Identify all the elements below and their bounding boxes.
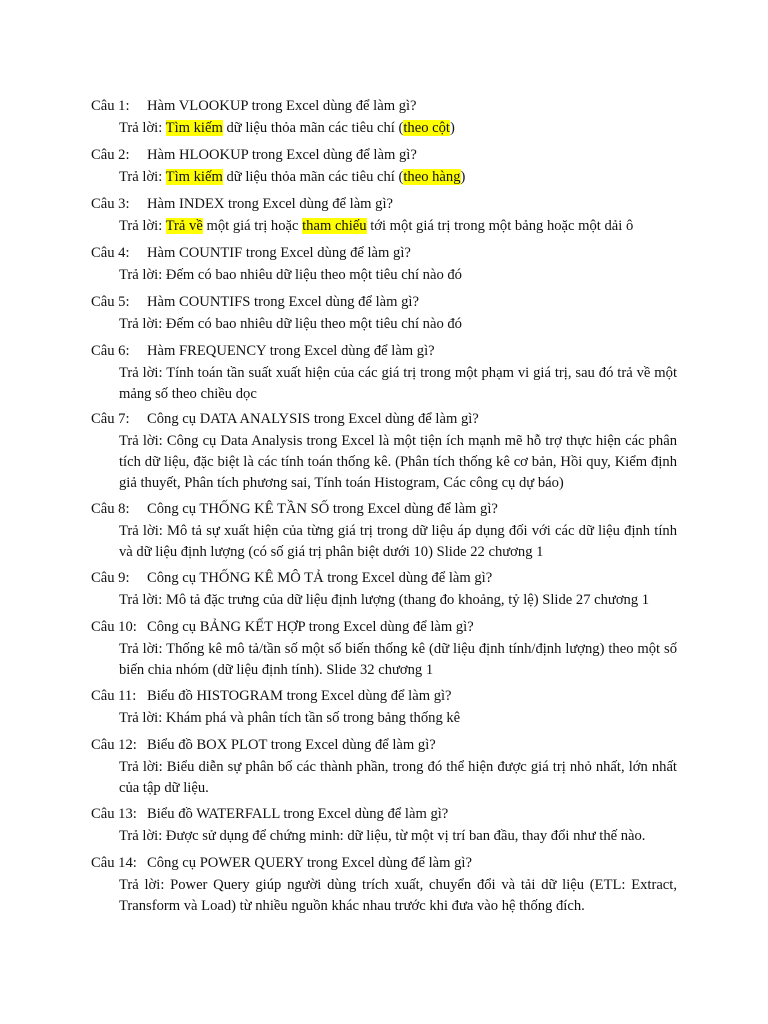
answer-text (119, 431, 677, 494)
answer-segment: Trả lời: Mô tả đặc trưng của dữ liệu định lượng (thang đo khoảng, tỷ lệ) Slide 27 chương 1 (119, 592, 650, 608)
answer-segment: ) (460, 169, 466, 185)
question-text: Biểu đồ BOX PLOT trong Excel dùng để làm gì? (147, 737, 436, 753)
answer-segment: Trả lời: Power Query giúp người dùng trích xuất, chuyển đổi và tải dữ liệu (ETL: Extract, Transform và Load) từ nhiều nguồn khác nhau trước khi đưa vào hệ thống đích. (119, 877, 677, 914)
question-text: Hàm INDEX trong Excel dùng để làm gì? (147, 196, 393, 212)
qa-item (0, 339, 768, 405)
qa-item (0, 497, 768, 563)
question-number: Câu 9: (91, 570, 130, 586)
answer-segment: Trả lời: Thống kê mô tả/tần số một số biến thống kê (dữ liệu định tính/định lượng) theo một số biến chia nhóm (dữ liệu định tính). Slide 32 chương 1 (119, 641, 677, 678)
qa-item (0, 615, 768, 681)
question-number: Câu 8: (91, 501, 130, 517)
question-line (0, 94, 768, 118)
question-text: Hàm HLOOKUP trong Excel dùng để làm gì? (147, 147, 417, 163)
answer-segment: Trả lời: (119, 169, 166, 185)
answer-segment: Trả lời: Khám phá và phân tích tần số trong bảng thống kê (119, 710, 461, 726)
question-line (0, 802, 768, 826)
answer-segment: dữ liệu thỏa mãn các tiêu chí ( (222, 120, 404, 136)
question-number: Câu 2: (91, 147, 130, 163)
qa-item (0, 241, 768, 286)
qa-item (0, 733, 768, 799)
question-text: Biểu đồ HISTOGRAM trong Excel dùng để làm gì? (147, 688, 452, 704)
answer-text (119, 590, 677, 611)
question-number: Câu 13: (91, 806, 137, 822)
question-number: Câu 10: (91, 619, 137, 635)
question-number: Câu 1: (91, 98, 130, 114)
question-line (0, 192, 768, 216)
qa-item (0, 94, 768, 139)
answer-segment: Trả lời: Mô tả sự xuất hiện của từng giá trị trong dữ liệu áp dụng đối với các dữ liệu định tính và dữ liệu định lượng (có số giá trị phân biệt dưới 10) Slide 22 chương 1 (119, 523, 677, 560)
question-number: Câu 12: (91, 737, 137, 753)
question-text: Hàm VLOOKUP trong Excel dùng để làm gì? (147, 98, 417, 114)
answer-segment: Trả lời: Tính toán tần suất xuất hiện của các giá trị trong một phạm vi giá trị, sau đó trả về một mảng số theo chiều dọc (119, 365, 677, 402)
question-number: Câu 3: (91, 196, 130, 212)
question-text: Hàm FREQUENCY trong Excel dùng để làm gì? (147, 343, 435, 359)
answer-text (119, 521, 677, 563)
answer-text (119, 757, 677, 799)
answer-text (119, 875, 677, 917)
highlighted-term: Tìm kiếm (165, 120, 223, 136)
question-line (0, 241, 768, 265)
answer-segment: ) (449, 120, 455, 136)
highlighted-term: tham chiếu (302, 218, 367, 234)
answer-segment: Trả lời: Biểu diễn sự phân bố các thành phần, trong đó thể hiện được giá trị nhỏ nhất, lớn nhất của tập dữ liệu. (119, 759, 677, 796)
answer-text (119, 639, 677, 681)
question-line (0, 566, 768, 590)
qa-item (0, 684, 768, 729)
question-line (0, 497, 768, 521)
question-text: Công cụ BẢNG KẾT HỢP trong Excel dùng để làm gì? (147, 619, 474, 635)
question-text: Biểu đồ WATERFALL trong Excel dùng để làm gì? (147, 806, 449, 822)
qa-item (0, 290, 768, 335)
highlighted-term: theo hàng (403, 169, 461, 185)
question-number: Câu 6: (91, 343, 130, 359)
question-line (0, 290, 768, 314)
qa-item (0, 566, 768, 611)
highlighted-term: Tìm kiếm (165, 169, 223, 185)
question-number: Câu 11: (91, 688, 137, 704)
answer-text (119, 265, 677, 286)
question-number: Câu 14: (91, 855, 137, 871)
answer-segment: Trả lời: Công cụ Data Analysis trong Excel là một tiện ích mạnh mẽ hỗ trợ thực hiện các phân tích dữ liệu, đặc biệt là các tính toán thống kê. (Phân tích thống kê cơ bản, Hồi quy, Kiểm định giả thuyết, Phân tích phương sai, Tính toán Histogram, Các công cụ dự báo) (119, 433, 677, 491)
answer-segment: Trả lời: Đếm có bao nhiêu dữ liệu theo một tiêu chí nào đó (119, 267, 462, 283)
answer-text (119, 826, 677, 847)
question-line (0, 733, 768, 757)
answer-segment: tới một giá trị trong một bảng hoặc một dải ô (366, 218, 634, 234)
answer-segment: một giá trị hoặc (202, 218, 303, 234)
answer-text (119, 314, 677, 335)
question-text: Công cụ THỐNG KÊ MÔ TẢ trong Excel dùng để làm gì? (147, 570, 493, 586)
question-line (0, 615, 768, 639)
answer-text (119, 118, 677, 139)
highlighted-term: theo cột (403, 120, 450, 136)
highlighted-term: Trả về (165, 218, 203, 234)
answer-segment: Trả lời: Được sử dụng để chứng minh: dữ liệu, từ một vị trí ban đầu, thay đổi như thế nào. (119, 828, 646, 844)
answer-text (119, 363, 677, 405)
qa-item (0, 851, 768, 917)
question-line (0, 143, 768, 167)
question-line (0, 851, 768, 875)
question-text: Hàm COUNTIFS trong Excel dùng để làm gì? (147, 294, 419, 310)
question-text: Công cụ DATA ANALYSIS trong Excel dùng để làm gì? (147, 411, 479, 427)
qa-item (0, 143, 768, 188)
answer-text (119, 216, 677, 237)
answer-segment: Trả lời: (119, 120, 166, 136)
qa-item (0, 802, 768, 847)
question-line (0, 684, 768, 708)
question-text: Công cụ THỐNG KÊ TẦN SỐ trong Excel dùng để làm gì? (147, 501, 498, 517)
answer-text (119, 708, 677, 729)
qa-item (0, 192, 768, 237)
answer-segment: Trả lời: (119, 218, 166, 234)
answer-text (119, 167, 677, 188)
question-line (0, 407, 768, 431)
answer-segment: Trả lời: Đếm có bao nhiêu dữ liệu theo một tiêu chí nào đó (119, 316, 462, 332)
question-text: Công cụ POWER QUERY trong Excel dùng để làm gì? (147, 855, 472, 871)
question-number: Câu 5: (91, 294, 130, 310)
question-line (0, 339, 768, 363)
question-number: Câu 4: (91, 245, 130, 261)
question-text: Hàm COUNTIF trong Excel dùng để làm gì? (147, 245, 411, 261)
qa-item (0, 407, 768, 494)
answer-segment: dữ liệu thỏa mãn các tiêu chí ( (222, 169, 404, 185)
question-number: Câu 7: (91, 411, 130, 427)
